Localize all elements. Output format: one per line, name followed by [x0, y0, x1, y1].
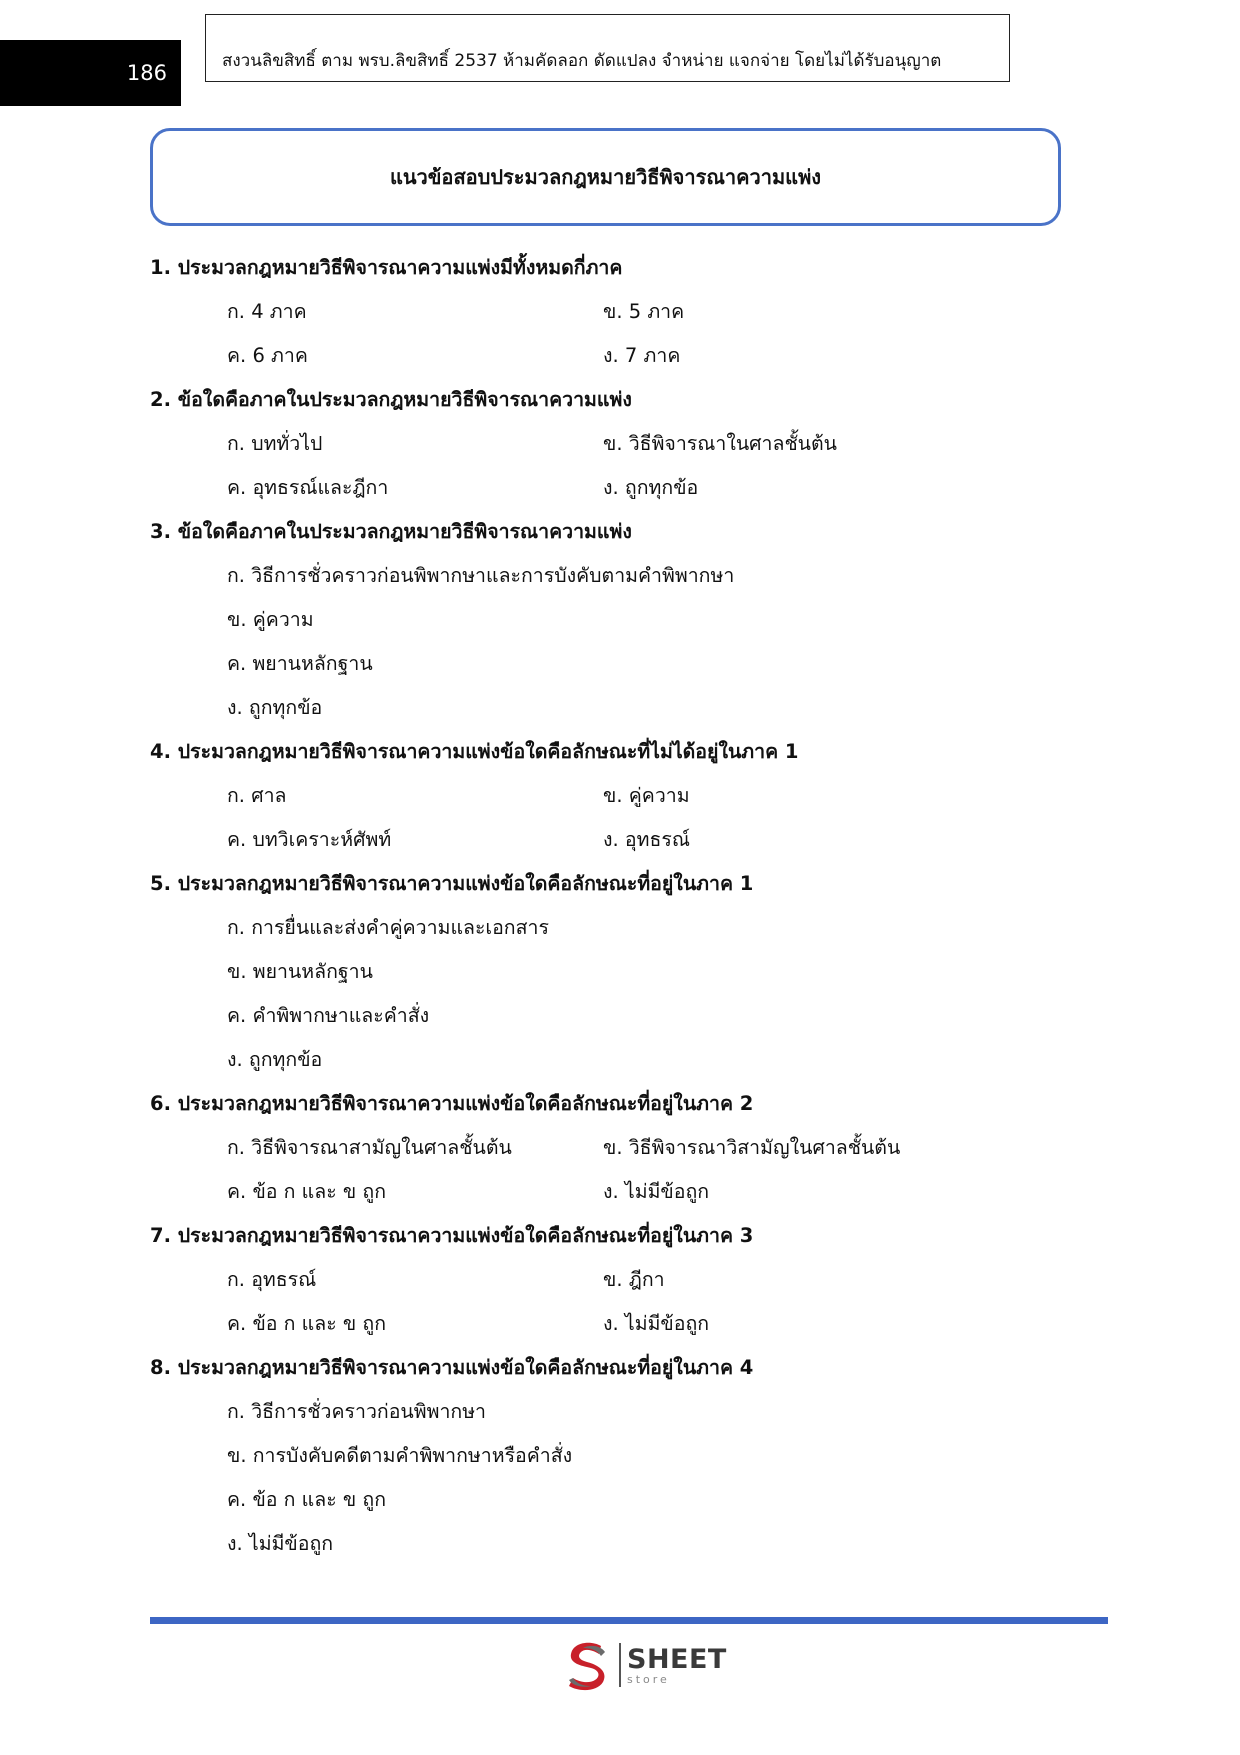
option-c: ค. ข้อ ก และ ข ถูก	[227, 1312, 387, 1335]
option-d: ง. ถูกทุกข้อ	[227, 1048, 323, 1071]
option-b: ข. พยานหลักฐาน	[227, 960, 373, 983]
option-b: ข. 5 ภาค	[603, 300, 685, 323]
option-a: ก. วิธีการชั่วคราวก่อนพิพากษา	[227, 1400, 487, 1423]
question-2: 2. ข้อใดคือภาคในประมวลกฎหมายวิธีพิจารณาความแพ่ง	[150, 388, 632, 411]
option-a: ก. วิธีพิจารณาสามัญในศาลชั้นต้น	[227, 1136, 512, 1159]
options-row	[150, 466, 1110, 510]
page-number: 186	[126, 61, 167, 85]
options-row	[150, 1170, 1110, 1214]
question-5: 5. ประมวลกฎหมายวิธีพิจารณาความแพ่งข้อใดคือลักษณะที่อยู่ในภาค 1	[150, 872, 754, 895]
option-c: ค. คำพิพากษาและคำสั่ง	[227, 1004, 430, 1027]
option-a: ก. อุทธรณ์	[227, 1268, 317, 1291]
option-c: ค. บทวิเคราะห์ศัพท์	[227, 828, 392, 851]
option-d: ง. ถูกทุกข้อ	[227, 696, 323, 719]
option-d: ง. ถูกทุกข้อ	[603, 476, 699, 499]
option-b: ข. วิธีพิจารณาวิสามัญในศาลชั้นต้น	[603, 1136, 901, 1159]
logo-sub-text: store	[627, 1672, 670, 1686]
option-d: ง. ไม่มีข้อถูก	[227, 1532, 334, 1555]
option-c: ค. พยานหลักฐาน	[227, 652, 373, 675]
exam-title: แนวข้อสอบประมวลกฎหมายวิธีพิจารณาความแพ่ง	[389, 165, 822, 189]
options-row	[150, 818, 1110, 862]
question-4: 4. ประมวลกฎหมายวิธีพิจารณาความแพ่งข้อใดคือลักษณะที่ไม่ได้อยู่ในภาค 1	[150, 740, 799, 763]
logo-separator	[619, 1643, 621, 1687]
options-row	[150, 422, 1110, 466]
option-d: ง. อุทธรณ์	[603, 828, 690, 851]
option-b: ข. ฎีกา	[603, 1268, 665, 1291]
exam-title-box	[150, 128, 1061, 226]
option-d: ง. ไม่มีข้อถูก	[603, 1180, 710, 1203]
question-1: 1. ประมวลกฎหมายวิธีพิจารณาความแพ่งมีทั้งหมดกี่ภาค	[150, 256, 623, 279]
logo-wordmark	[627, 1643, 727, 1686]
options-row	[150, 334, 1110, 378]
option-d: ง. ไม่มีข้อถูก	[603, 1312, 710, 1335]
options-row	[150, 1302, 1110, 1346]
options-row	[150, 1258, 1110, 1302]
page-number-tab	[0, 40, 181, 106]
option-b: ข. คู่ความ	[227, 608, 314, 631]
option-c: ค. 6 ภาค	[227, 344, 308, 367]
options-row	[150, 774, 1110, 818]
sheet-store-logo	[561, 1636, 731, 1694]
option-b: ข. วิธีพิจารณาในศาลชั้นต้น	[603, 432, 838, 455]
option-a: ก. 4 ภาค	[227, 300, 307, 323]
options-row	[150, 290, 1110, 334]
question-7: 7. ประมวลกฎหมายวิธีพิจารณาความแพ่งข้อใดคือลักษณะที่อยู่ในภาค 3	[150, 1224, 754, 1247]
option-c: ค. อุทธรณ์และฎีกา	[227, 476, 389, 499]
sheet-store-s-icon	[561, 1638, 615, 1692]
footer-rule	[150, 1617, 1108, 1624]
option-b: ข. การบังคับคดีตามคำพิพากษาหรือคำสั่ง	[227, 1444, 573, 1467]
question-list	[150, 246, 1110, 1566]
option-a: ก. การยื่นและส่งคำคู่ความและเอกสาร	[227, 916, 549, 939]
option-a: ก. บททั่วไป	[227, 432, 323, 455]
option-a: ก. ศาล	[227, 784, 287, 807]
copyright-text: สงวนลิขสิทธิ์ ตาม พรบ.ลิขสิทธิ์ 2537 ห้ามคัดลอก ดัดแปลง จำหน่าย แจกจ่าย โดยไม่ได้รับอนุญาต	[222, 51, 942, 71]
question-3: 3. ข้อใดคือภาคในประมวลกฎหมายวิธีพิจารณาความแพ่ง	[150, 520, 632, 543]
options-row	[150, 1126, 1110, 1170]
option-b: ข. คู่ความ	[603, 784, 690, 807]
option-d: ง. 7 ภาค	[603, 344, 681, 367]
option-c: ค. ข้อ ก และ ข ถูก	[227, 1180, 387, 1203]
logo-main-text: SHEET	[627, 1643, 727, 1675]
question-6: 6. ประมวลกฎหมายวิธีพิจารณาความแพ่งข้อใดคือลักษณะที่อยู่ในภาค 2	[150, 1092, 754, 1115]
option-a: ก. วิธีการชั่วคราวก่อนพิพากษาและการบังคับตามคำพิพากษา	[227, 564, 735, 587]
question-8: 8. ประมวลกฎหมายวิธีพิจารณาความแพ่งข้อใดคือลักษณะที่อยู่ในภาค 4	[150, 1356, 754, 1379]
option-c: ค. ข้อ ก และ ข ถูก	[227, 1488, 387, 1511]
copyright-notice	[205, 14, 1010, 82]
